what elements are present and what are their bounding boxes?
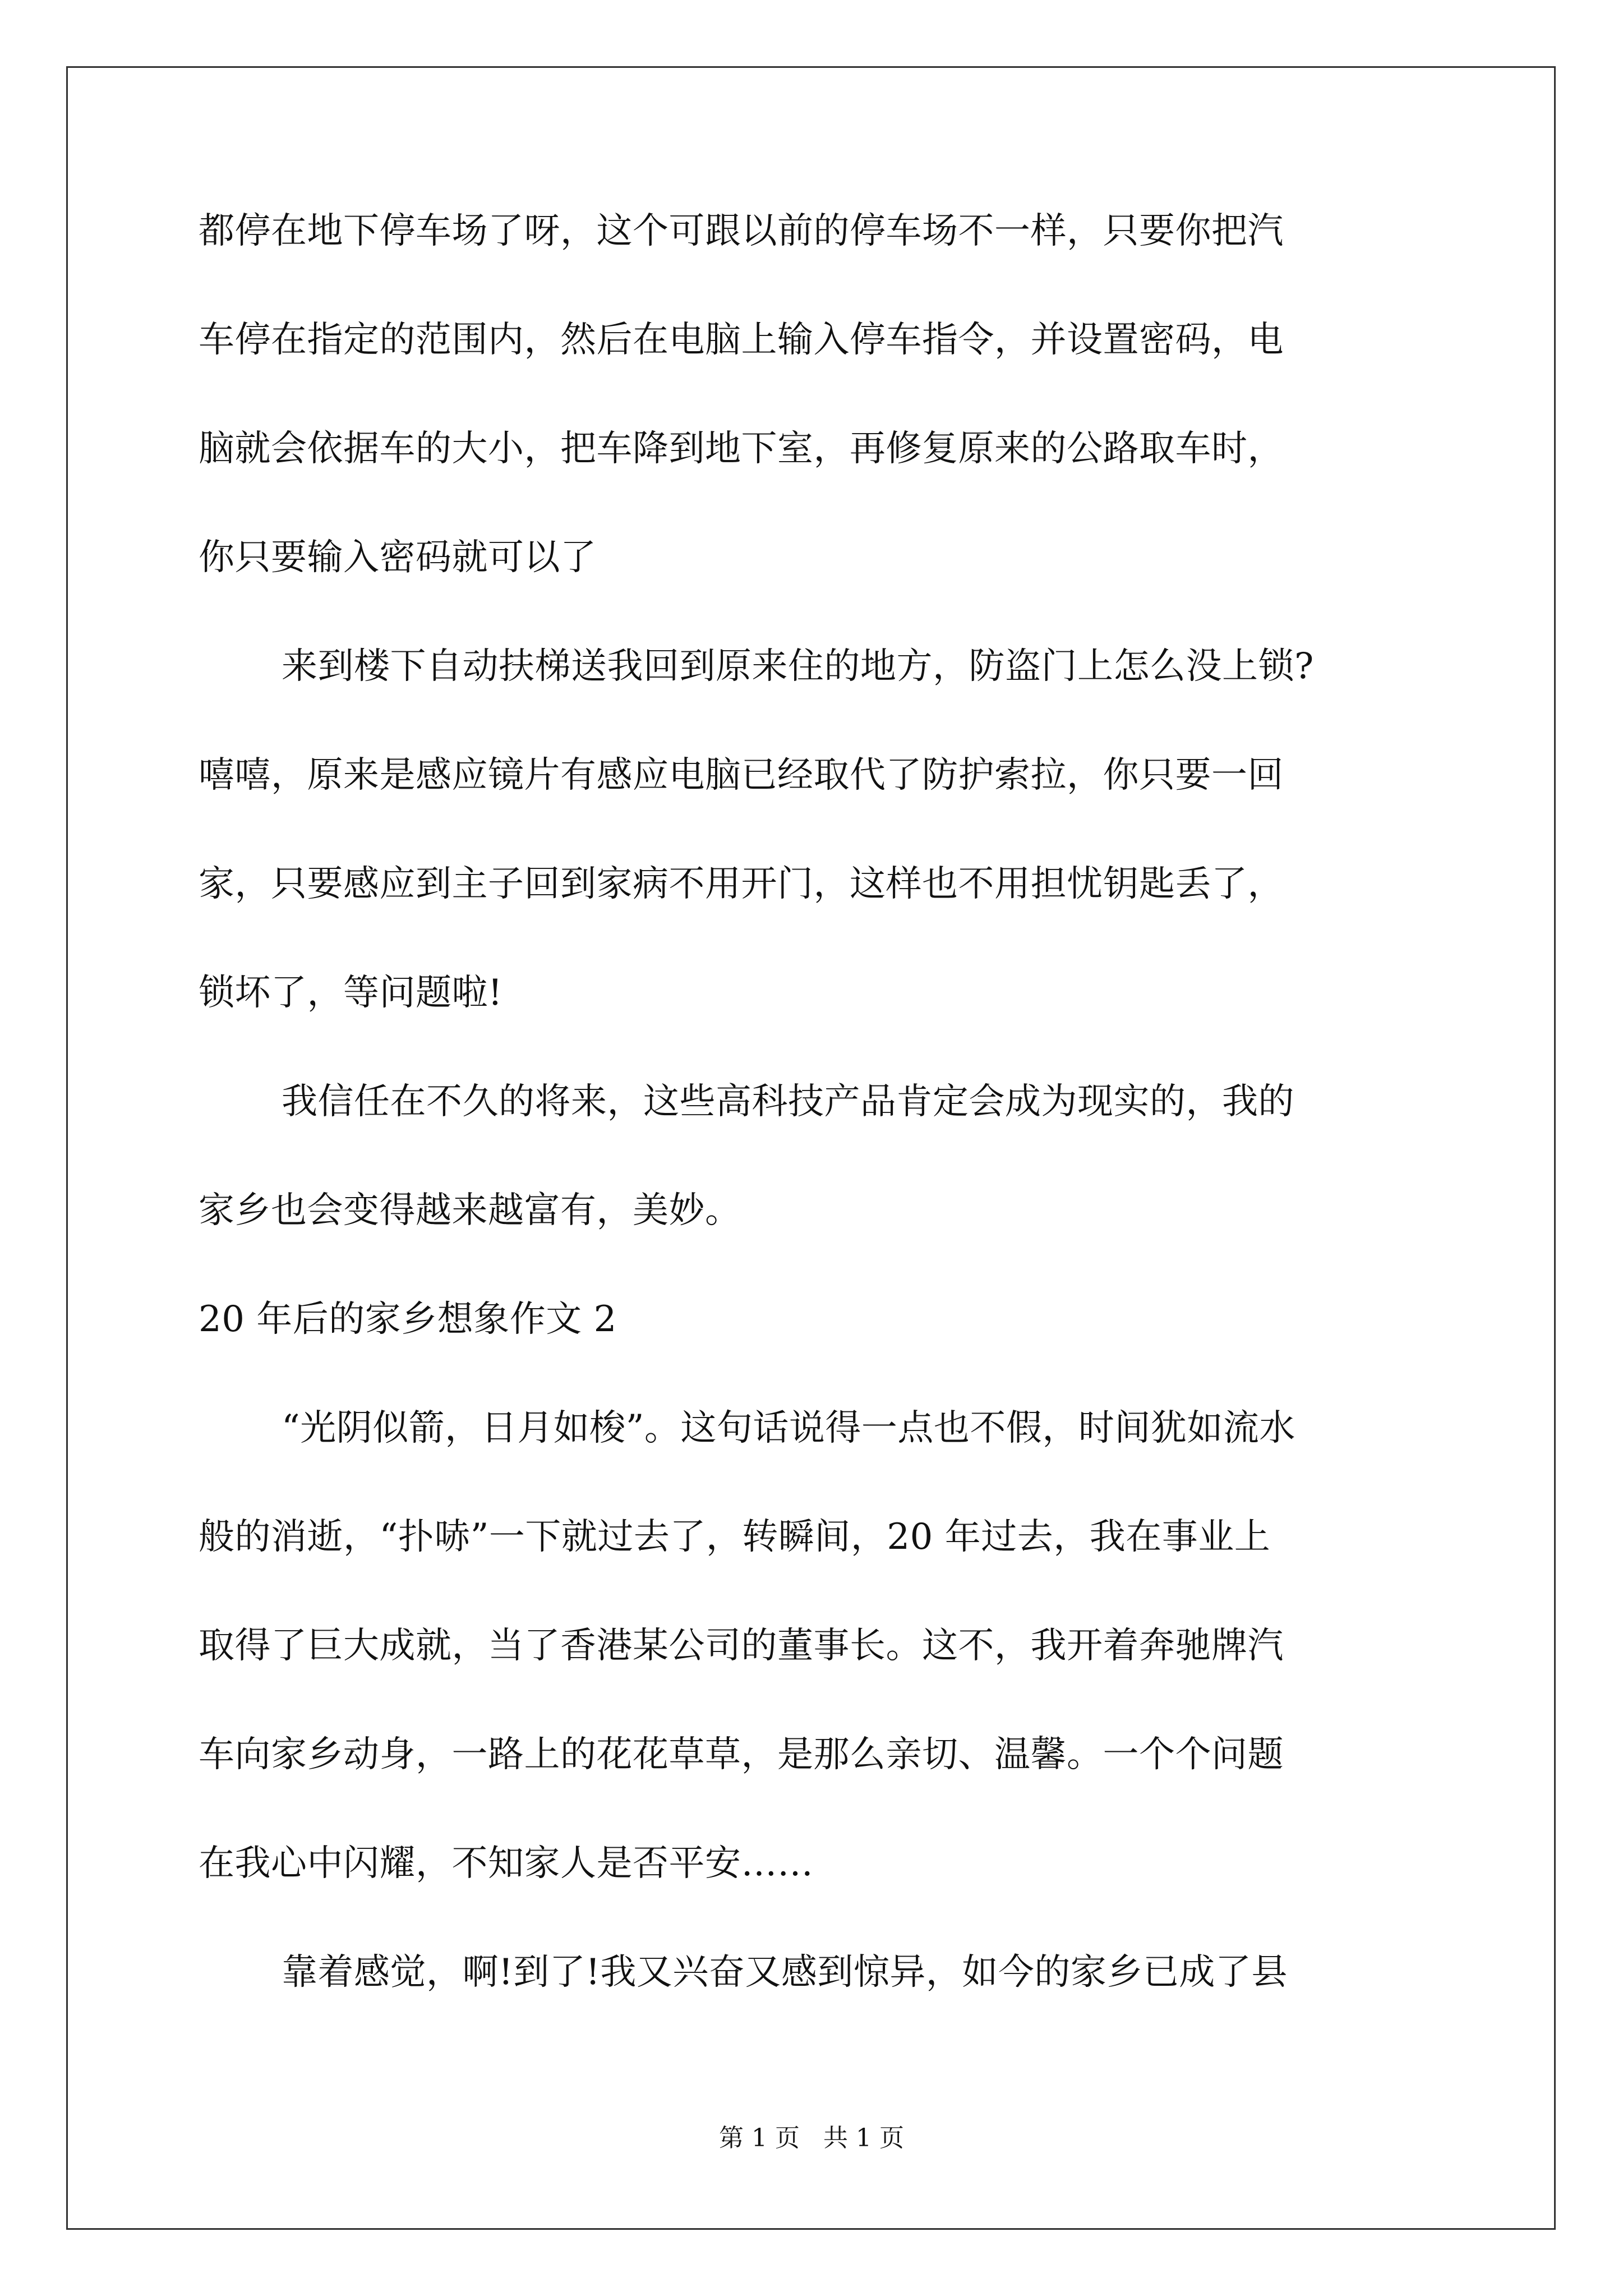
text-line-10: 家乡也会变得越来越富有，美妙。 xyxy=(199,1190,741,1231)
section-heading: 20 年后的家乡想象作文 2 xyxy=(199,1299,617,1340)
text-line-7: 家，只要感应到主子回到家病不用开门，这样也不用担忧钥匙丢了， xyxy=(199,863,1284,905)
text-line-14: 取得了巨大成就，当了香港某公司的董事长。这不，我开着奔驰牌汽 xyxy=(199,1625,1284,1667)
text-line-6: 嘻嘻，原来是感应镜片有感应电脑已经取代了防护索拉，你只要一回 xyxy=(199,754,1284,796)
text-line-3: 脑就会依据车的大小，把车降到地下室，再修复原来的公路取车时， xyxy=(199,428,1284,470)
document-body xyxy=(199,210,1427,2063)
page-number: 第 1 页 xyxy=(719,2124,800,2152)
text-line-13: 般的消逝，“扑哧”一下就过去了，转瞬间，20 年过去，我在事业上 xyxy=(199,1516,1271,1558)
text-line-9: 我信任在不久的将来，这些高科技产品肯定会成为现实的，我的 xyxy=(282,1081,1294,1122)
text-line-15: 车向家乡动身，一路上的花花草草，是那么亲切、温馨。一个个问题 xyxy=(199,1734,1284,1775)
text-line-2: 车停在指定的范围内，然后在电脑上输入停车指令，并设置密码，电 xyxy=(199,319,1284,361)
page-footer xyxy=(0,2126,1623,2151)
text-line-1: 都停在地下停车场了呀，这个可跟以前的停车场不一样，只要你把汽 xyxy=(199,210,1284,252)
text-line-17: 靠着感觉，啊!到了!我又兴奋又感到惊异，如今的家乡已成了县 xyxy=(282,1952,1288,1993)
text-line-8: 锁坏了，等问题啦! xyxy=(199,972,503,1014)
text-line-12: “光阴似箭，日月如梭”。这句话说得一点也不假，时间犹如流水 xyxy=(282,1407,1295,1449)
text-line-4: 你只要输入密码就可以了 xyxy=(199,537,597,578)
page-total: 共 1 页 xyxy=(823,2124,904,2152)
text-line-5: 来到楼下自动扶梯送我回到原来住的地方，防盗门上怎么没上锁? xyxy=(282,646,1314,687)
text-line-16: 在我心中闪耀，不知家人是否平安…… xyxy=(199,1843,814,1884)
